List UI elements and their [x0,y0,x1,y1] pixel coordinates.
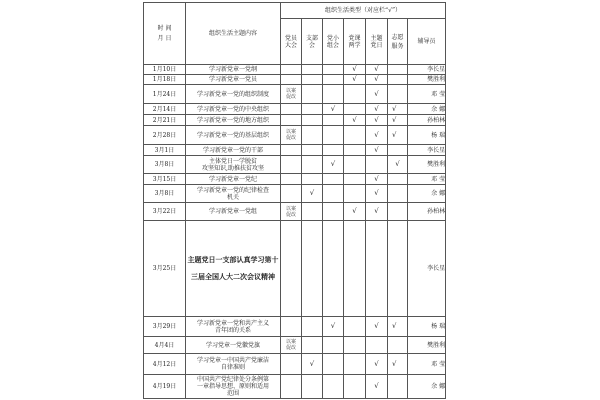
table-row [144,104,446,115]
row-check-theme-day [388,221,408,317]
table-row [144,221,446,317]
row-date: 2月21日 [144,115,186,126]
table-row [144,65,446,75]
row-topic: 学习党章一中国共产党廉洁 自律准则 [186,354,281,375]
row-check-group-meeting [344,185,366,203]
row-check-party-lecture: √ [366,354,388,375]
row-topic: 学习新党章一党的干部 [186,145,281,156]
row-check-branch-meeting [323,354,344,375]
row-note [281,174,302,185]
row-check-branch-meeting: √ [323,317,344,337]
row-check-party-lecture: √ [366,75,388,85]
row-note [281,145,302,156]
row-check-volunteer: √ [392,322,397,330]
row-check-party-lecture [366,221,388,317]
row-tutor: √ 杨 瑞 [408,317,446,337]
row-check-party-lecture: √ [366,65,388,75]
row-date: 3月22日 [144,203,186,221]
row-check-group-meeting [344,126,366,145]
header-col4: 党课 两学 [344,19,366,65]
header-col1: 党员 大会 [281,19,302,65]
row-check-theme-day [388,115,408,126]
header-col5: 主题 党日 [366,19,388,65]
row-check-group-meeting [344,375,366,399]
row-check-theme-day [388,75,408,85]
row-check-branch-meeting [323,203,344,221]
table-row [144,337,446,354]
row-check-group-meeting: √ [344,75,366,85]
row-check-party-congress [302,203,323,221]
row-check-theme-day: √ [388,156,408,174]
row-check-group-meeting: √ [344,65,366,75]
row-note: 以案 促改 [281,203,302,221]
table-row [144,156,446,174]
row-check-branch-meeting: √ [323,104,344,115]
header-col6: 志愿 服务 [388,19,408,65]
row-topic: 学习新党章一党的组织制度 [186,85,281,104]
row-topic: 学习新党章一党的纪律检查 机关 [186,185,281,203]
row-check-party-congress [302,75,323,85]
row-check-branch-meeting [323,375,344,399]
row-check-branch-meeting [323,75,344,85]
row-topic: 学习党章一党徽党旗 [186,337,281,354]
row-check-party-lecture: √ [366,104,388,115]
row-topic: 学习新党章一党纲 [186,65,281,75]
table-row [144,174,446,185]
row-tutor: 李长星 [408,221,446,317]
row-check-branch-meeting [323,185,344,203]
header-col2: 支部 会 [302,19,323,65]
row-date: 3月8日 [144,156,186,174]
row-check-party-lecture: √ [366,145,388,156]
header-date: 时 间 月 日 [144,3,186,65]
row-check-party-congress [302,126,323,145]
row-check-group-meeting [344,317,366,337]
row-check-volunteer: √ [392,104,397,113]
row-note [281,354,302,375]
row-check-group-meeting [344,156,366,174]
row-check-theme-day [388,85,408,104]
row-date: 3月29日 [144,317,186,337]
row-check-party-congress [302,375,323,399]
row-topic: 主题党日一支部认真学习第十三届全国人大二次会议精神 [186,221,281,317]
table-row [144,126,446,145]
row-check-theme-day [388,317,408,337]
row-note [281,156,302,174]
row-date: 1月18日 [144,75,186,85]
row-date: 4月19日 [144,375,186,399]
row-check-branch-meeting [323,126,344,145]
row-check-group-meeting [344,104,366,115]
row-date: 3月25日 [144,221,186,317]
row-tutor: √ 邓 莹 [408,354,446,375]
row-check-group-meeting: √ [344,203,366,221]
row-check-party-lecture: √ [366,85,388,104]
row-check-party-lecture: √ [366,203,388,221]
row-date: 4月12日 [144,354,186,375]
row-topic: 学习新党章一党组 [186,203,281,221]
row-check-party-congress: √ [302,354,323,375]
row-tutor: 樊胜利 [408,337,446,354]
row-check-branch-meeting: √ [323,156,344,174]
row-note [281,104,302,115]
table-row [144,75,446,85]
row-check-party-lecture [366,156,388,174]
row-tutor: 李长星 [408,65,446,75]
row-note [281,317,302,337]
row-check-theme-day [388,354,408,375]
row-check-branch-meeting [323,85,344,104]
row-check-party-congress [302,156,323,174]
row-date: 3月1日 [144,145,186,156]
row-check-party-congress [302,65,323,75]
row-tutor: 余 娜 [408,375,446,399]
row-check-volunteer: √ [392,130,397,139]
row-date: 2月14日 [144,104,186,115]
row-topic: 学习新党章一党纪 [186,174,281,185]
table-row [144,185,446,203]
row-check-party-congress: √ [302,185,323,203]
row-check-branch-meeting [323,174,344,185]
row-note [281,185,302,203]
row-check-theme-day [388,185,408,203]
row-topic: 主体党日一学脱贫 攻坚知识,助推扶贫攻坚 [186,156,281,174]
row-topic: 学习新党章一党员 [186,75,281,85]
row-check-volunteer: √ [392,359,397,368]
header-col7: 辅导员 [408,19,446,65]
row-check-theme-day [388,375,408,399]
row-check-branch-meeting [323,221,344,317]
row-check-branch-meeting [323,337,344,354]
row-note [281,221,302,317]
row-check-branch-meeting [323,115,344,126]
row-note: 以案 促改 [281,85,302,104]
row-note [281,75,302,85]
header-topic: 组织生活主题内容 [186,3,281,65]
row-tutor: 邓 莹 [408,85,446,104]
table-row [144,317,446,337]
row-check-party-congress [302,317,323,337]
row-check-group-meeting [344,174,366,185]
row-check-party-congress [302,174,323,185]
row-check-party-lecture: √ [366,317,388,337]
row-tutor: √ 余 娜 [392,104,446,113]
row-date: 3月15日 [144,174,186,185]
row-check-party-lecture [366,337,388,354]
row-check-party-congress [302,85,323,104]
row-check-volunteer: √ [392,115,397,124]
row-date: 2月28日 [144,126,186,145]
row-tutor: 樊胜利 [408,156,446,174]
header-type-group: 组织生活类型（对应栏“√”） [281,3,446,19]
row-check-branch-meeting [323,145,344,156]
row-check-theme-day [388,337,408,354]
row-check-group-meeting [344,145,366,156]
activity-schedule-table [143,2,446,399]
row-note [281,65,302,75]
table-row [144,203,446,221]
table-row [144,375,446,399]
row-check-group-meeting [344,337,366,354]
row-check-party-congress [302,115,323,126]
row-topic: 学习新党章一党的基层组织 [186,126,281,145]
row-tutor: 余 娜 [408,185,446,203]
row-topic: 学习新党章一党的中央组织 [186,104,281,115]
row-check-party-congress [302,145,323,156]
row-date: 3月8日 [144,185,186,203]
table-row [144,354,446,375]
row-check-party-congress [302,221,323,317]
row-topic: 学习新党章一党和共产主义 青年团的关系 [186,317,281,337]
row-check-theme-day [388,126,408,145]
row-note: 以案 促改 [281,337,302,354]
row-check-party-lecture: √ [366,126,388,145]
row-check-group-meeting: √ [344,115,366,126]
row-tutor: 樊胜利 [408,75,446,85]
header-col3: 党小 组会 [323,19,344,65]
row-check-party-lecture: √ [366,174,388,185]
row-note [281,115,302,126]
row-tutor: 李长星 [408,145,446,156]
row-check-party-lecture: √ [366,115,388,126]
table-row [144,115,446,126]
row-check-theme-day [388,65,408,75]
row-check-party-lecture: √ [366,185,388,203]
row-date: 4月4日 [144,337,186,354]
row-date: 1月10日 [144,65,186,75]
row-check-branch-meeting [323,65,344,75]
row-check-theme-day [388,203,408,221]
table-row [144,145,446,156]
row-check-theme-day [388,104,408,115]
row-check-party-lecture: √ [366,375,388,399]
row-check-group-meeting [344,221,366,317]
row-topic: 学习新党章一党的地方组织 [186,115,281,126]
row-tutor: √ 孙柏林 [392,115,446,124]
row-tutor: √ 杨 瑞 [408,126,446,145]
row-check-party-congress [302,104,323,115]
row-note: 以案 促改 [281,126,302,145]
row-check-theme-day [388,145,408,156]
row-date: 1月24日 [144,85,186,104]
row-check-group-meeting [344,85,366,104]
row-check-group-meeting [344,354,366,375]
row-check-party-congress [302,337,323,354]
row-tutor: 孙柏林 [408,203,446,221]
row-check-theme-day [388,174,408,185]
row-note [281,375,302,399]
row-tutor: 邓 莹 [408,174,446,185]
row-topic: 中国共产党纪律处分条例第 一章指导思想、原则和适用 范围 [186,375,281,399]
table-row [144,85,446,104]
